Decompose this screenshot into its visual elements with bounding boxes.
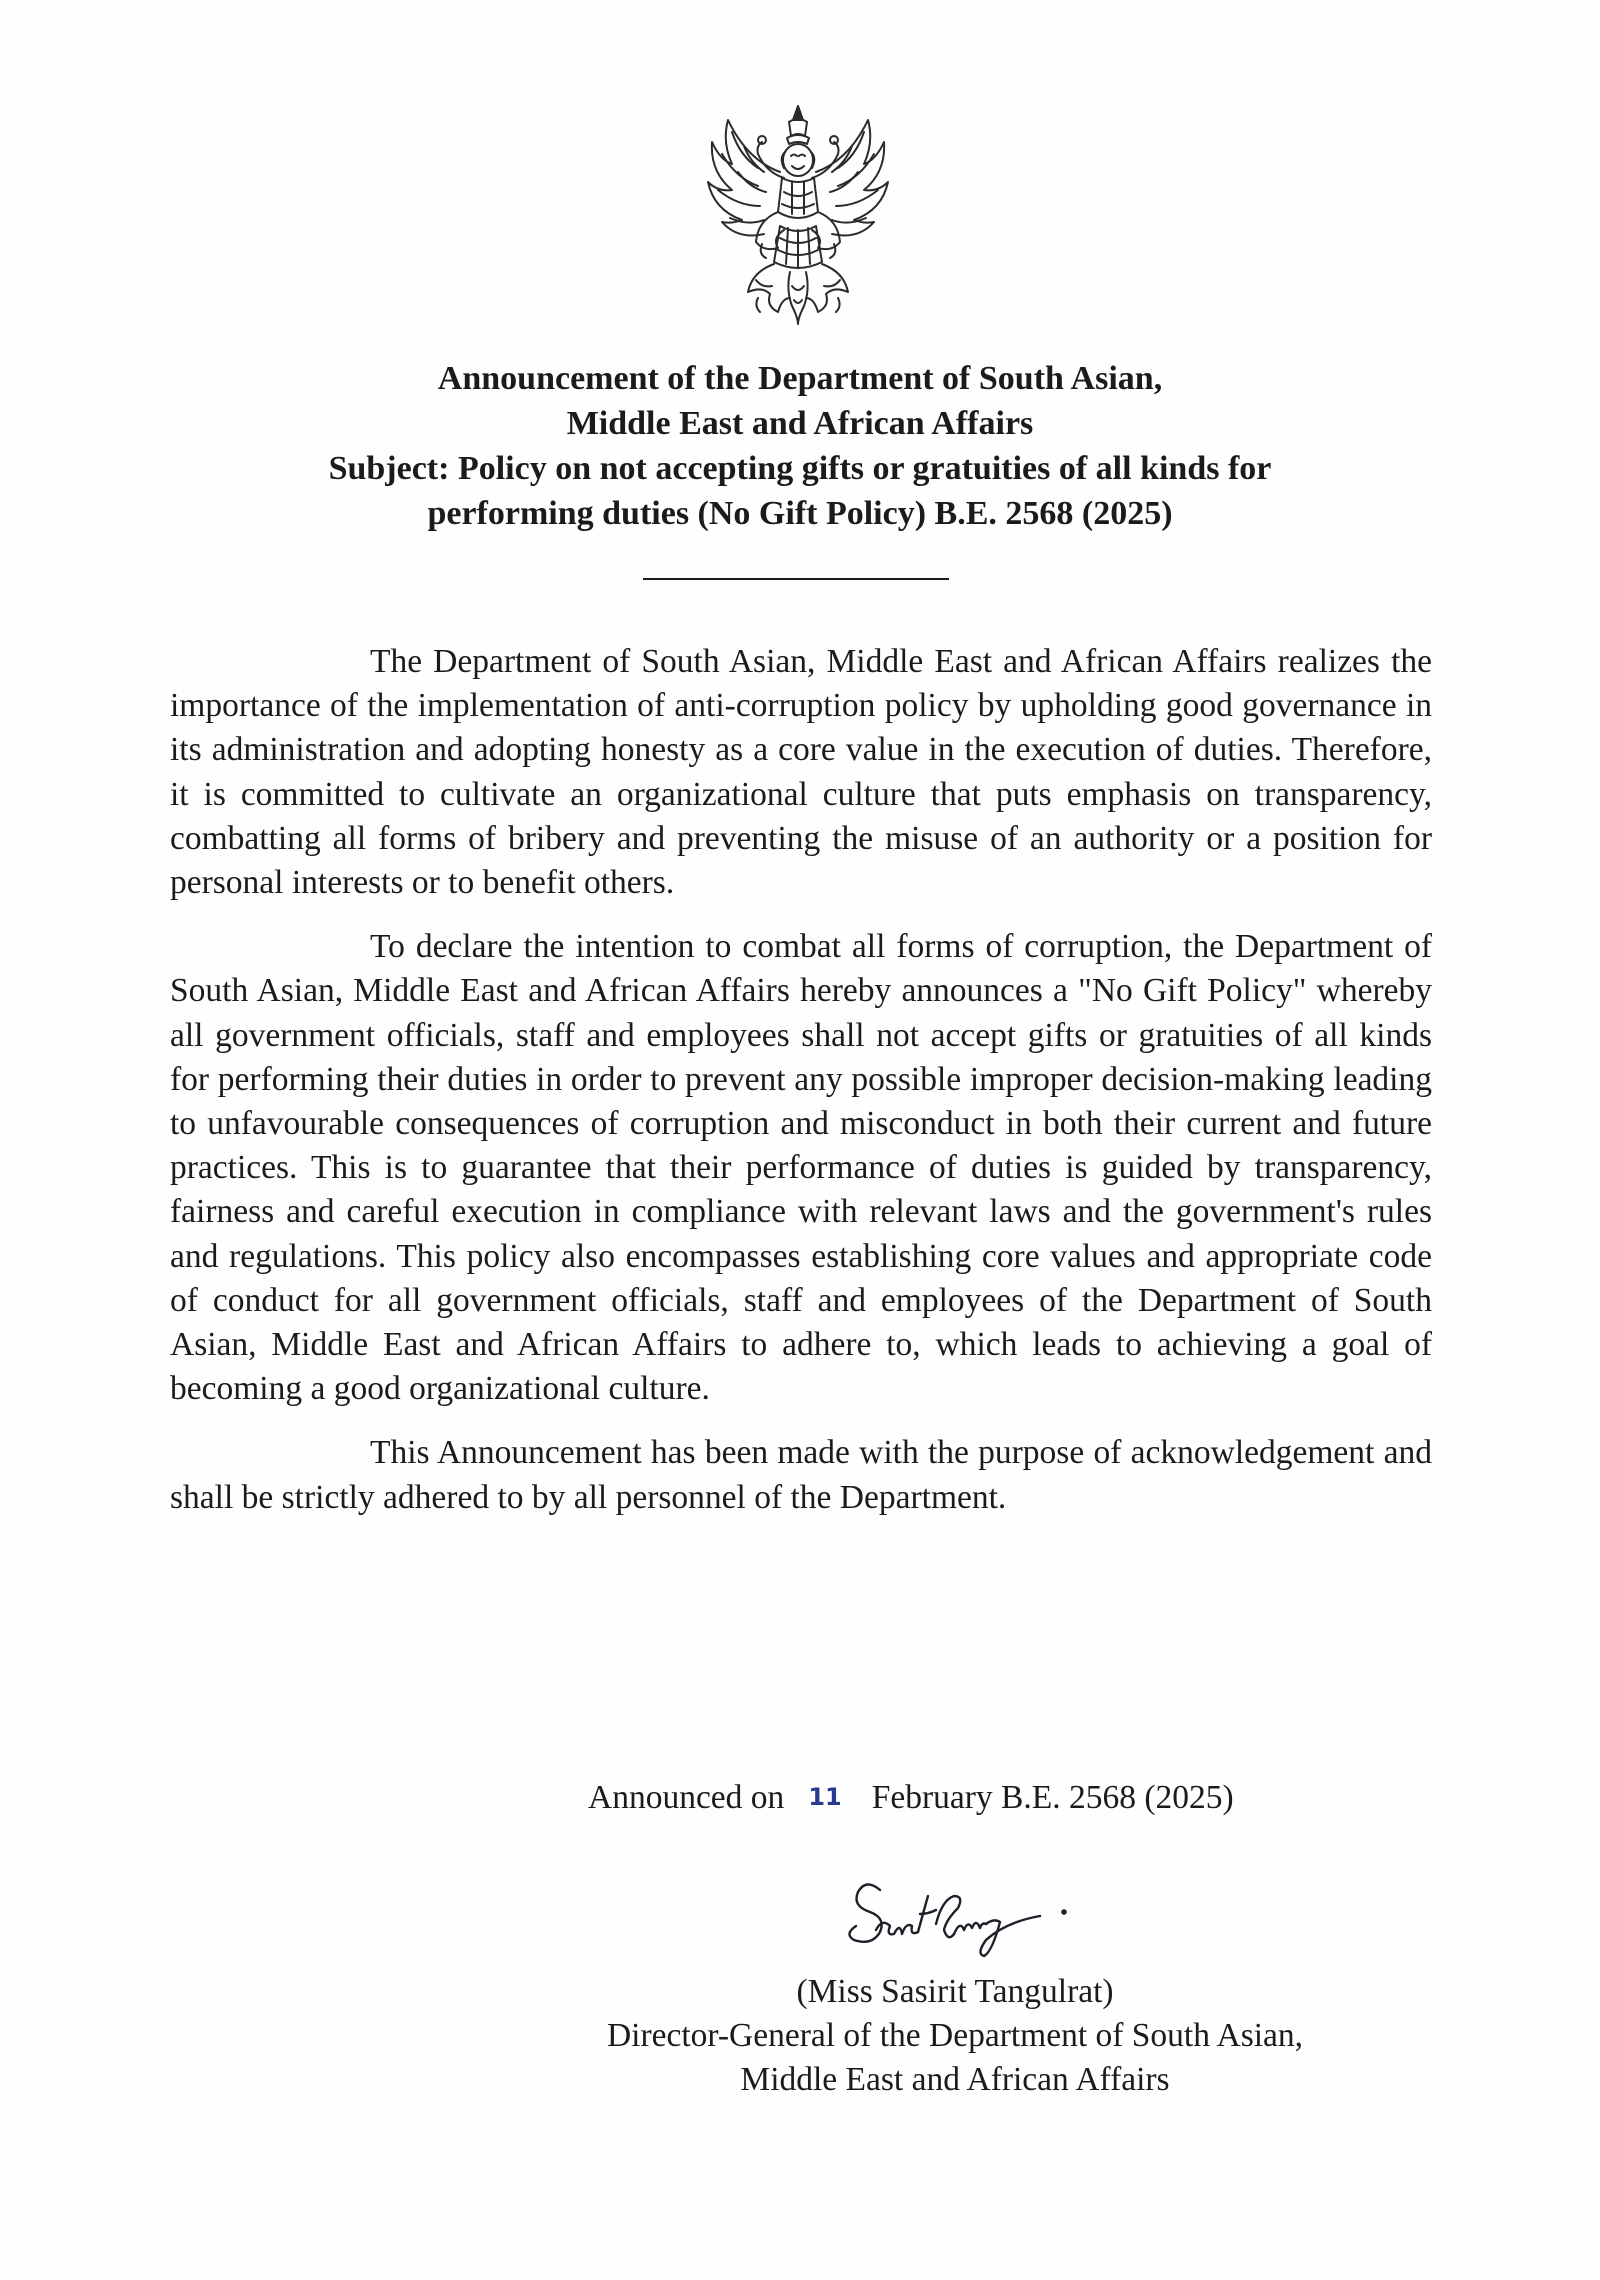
body-paragraph-2: To declare the intention to combat all forms of corruption, the Department of South Asian, Middle East and African Affairs hereby announces a "No Gift Policy" whereby all government officials, staff and employees shall not accept gifts or gratuities of all kinds for performing their duties in order to prevent any possible improper decision-making leading to unfavourable consequences of corruption and misconduct in both their current and future practices. This is to guarantee that their performance of duties is guided by transparency, fairness and careful execution in compliance with relevant laws and the government's rules and regulations. This policy also encompasses establishing core values and appropriate code of conduct for all government officials, staff and employees of the Department of South Asian, Middle East and African Affairs to adhere to, which leads to achieving a goal of becoming a good organizational culture. [170, 928, 1432, 1408]
title-line-2: Middle East and African Affairs [566, 405, 1034, 442]
signatory-title-2: Middle East and African Affairs [740, 2061, 1170, 2098]
signatory-name: (Miss Sasirit Tangulrat) [796, 1973, 1114, 2010]
title-divider [643, 578, 949, 580]
signatory-title-1: Director-General of the Department of South Asian, [606, 2017, 1304, 2054]
signatory-block [450, 1970, 1460, 2102]
announcement-date [588, 1775, 1234, 1820]
garuda-emblem-icon [692, 102, 904, 328]
date-day: 11 [808, 1783, 842, 1811]
announcement-body [170, 640, 1432, 1540]
subject-line-2: performing duties (No Gift Policy) B.E. 2568 (2025) [427, 495, 1173, 532]
announcement-title [200, 356, 1400, 536]
subject-line-1: Subject: Policy on not accepting gifts or gratuities of all kinds for [328, 450, 1272, 487]
handwritten-signature [836, 1860, 1086, 1970]
body-paragraph-1: The Department of South Asian, Middle East and African Affairs realizes the importance of the implementation of anti-corruption policy by upholding good governance in its administration and adopting honesty as a core value in the execution of duties. Therefore, it is committed to cultivate an organizational culture that puts emphasis on transparency, combatting all forms of bribery and preventing the misuse of an authority or a position for personal interests or to benefit others. [170, 643, 1432, 902]
date-prefix: Announced on [588, 1779, 785, 1816]
body-paragraph-3: This Announcement has been made with the purpose of acknowledgement and shall be strictly adhered to by all personnel of the Department. [170, 1434, 1432, 1516]
title-line-1: Announcement of the Department of South Asian, [437, 360, 1163, 397]
date-suffix: February B.E. 2568 (2025) [871, 1779, 1234, 1816]
